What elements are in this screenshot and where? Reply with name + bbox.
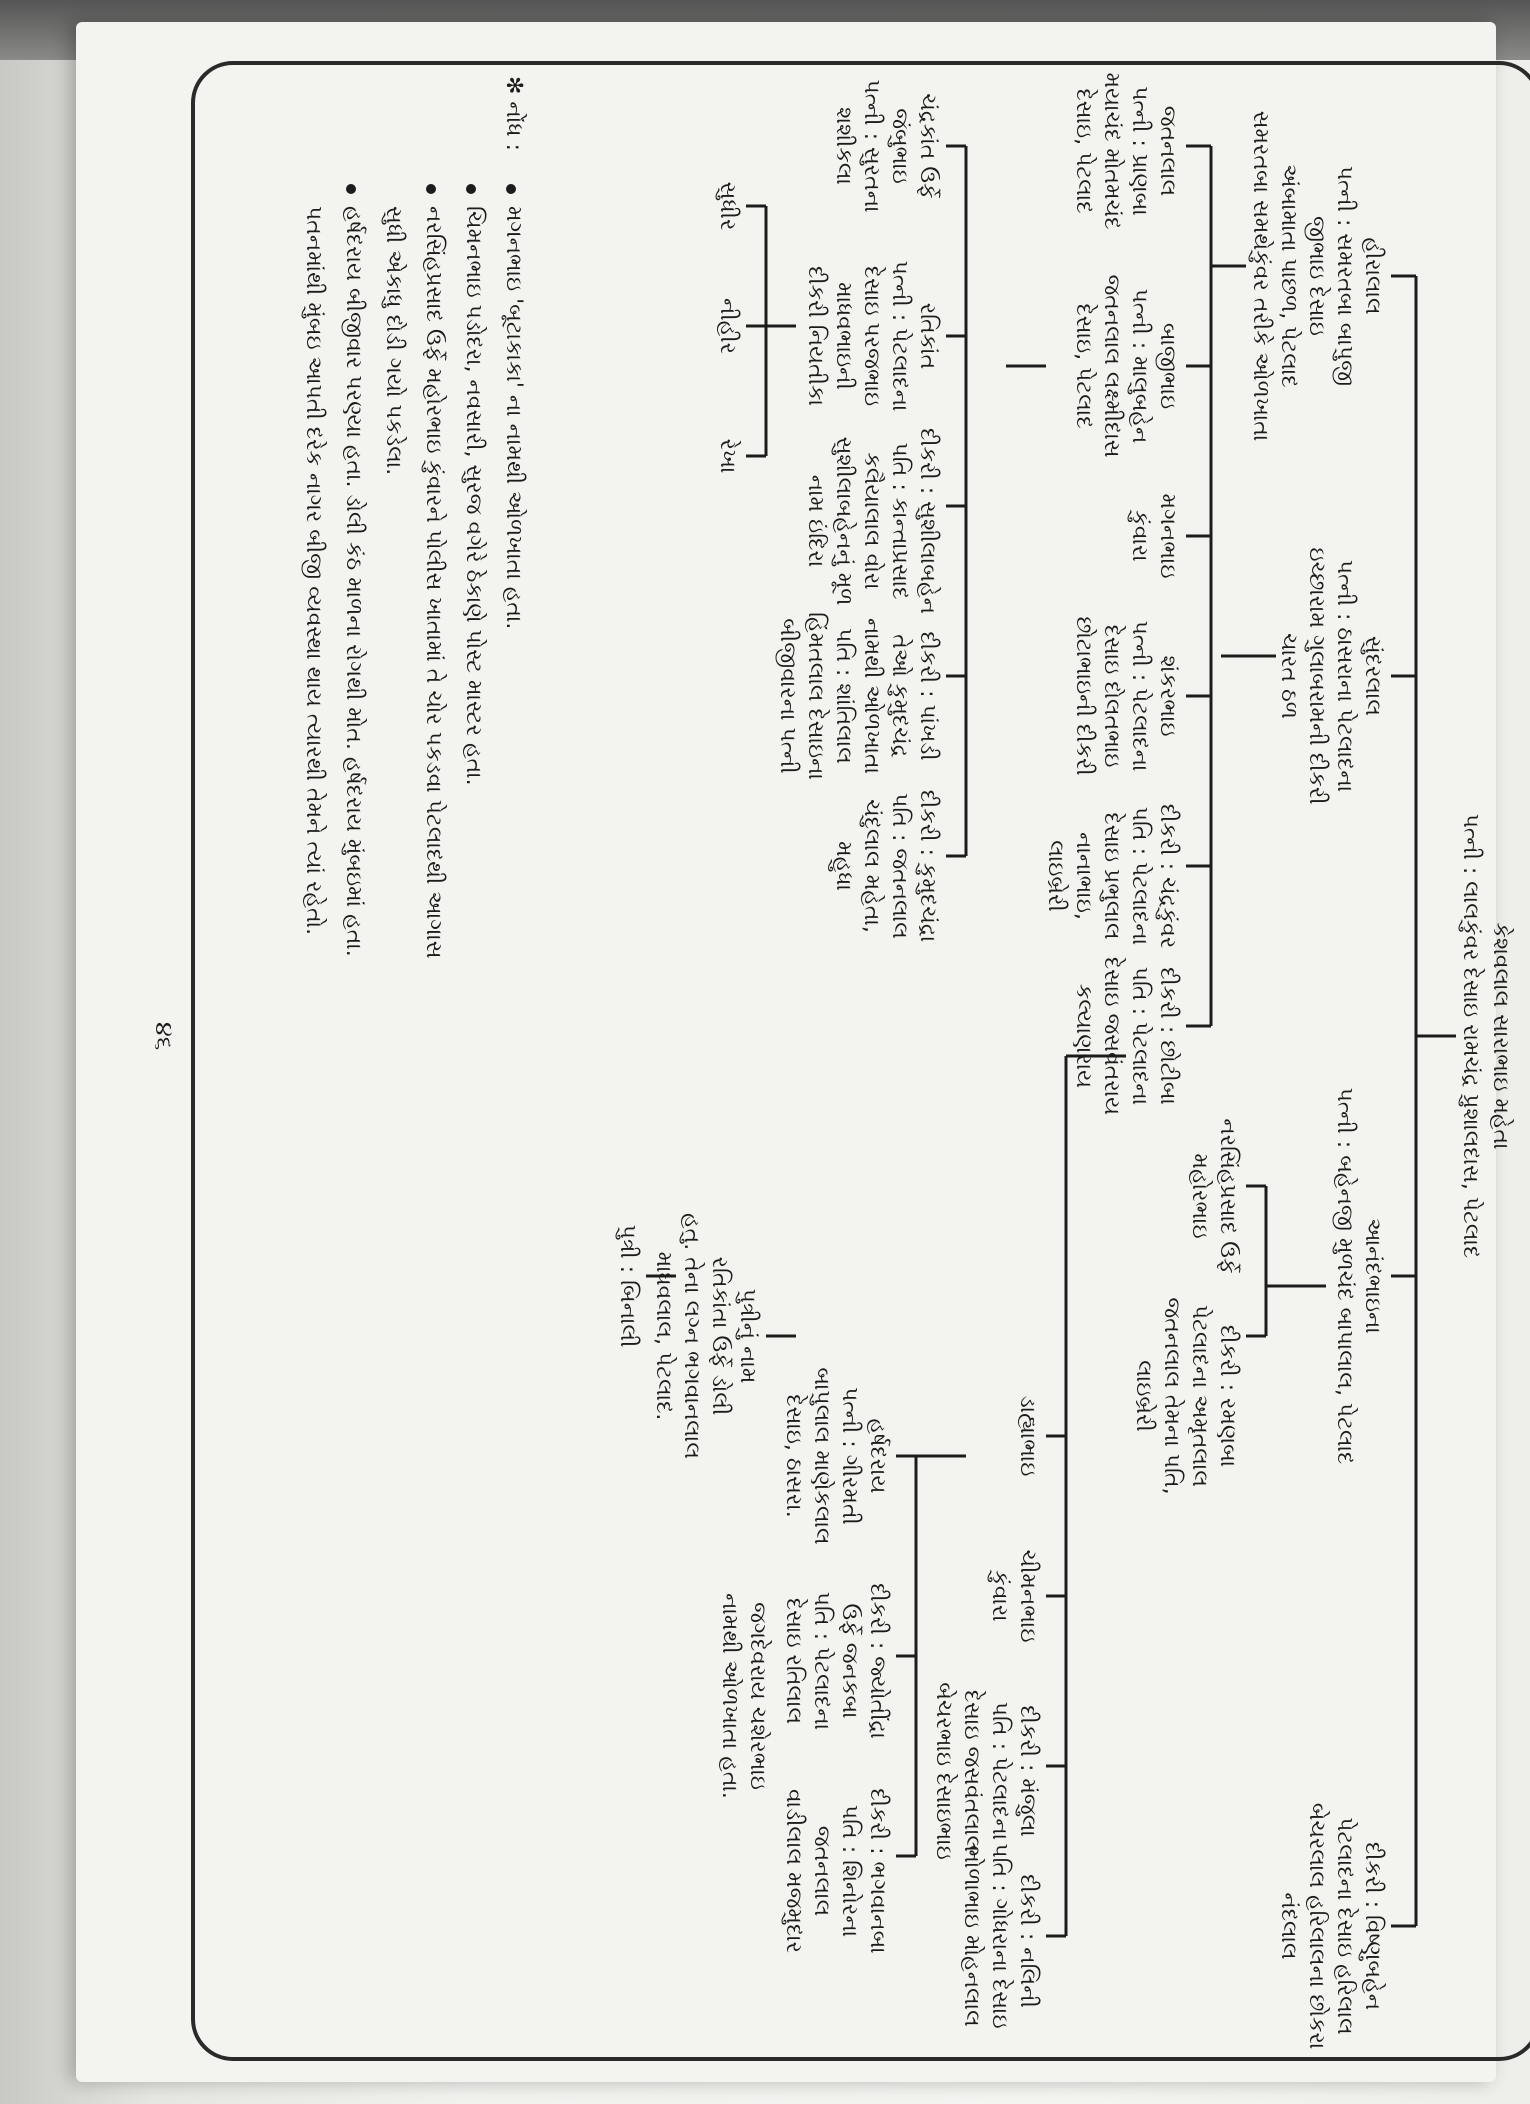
page-number: ૪૬ — [150, 1021, 178, 1051]
child-rekha: રેખા — [715, 438, 740, 474]
putrinu-line3: હતુ. તેના લગ્ન ભગવાનલાલ — [679, 1213, 704, 1459]
child-nihir: નીહીર — [715, 298, 740, 354]
ratikant-line4: દીકરી નિયતીકા — [803, 266, 828, 406]
chandrakunvar-line2: દેસાઇ પ્રભુલાલ — [1099, 812, 1124, 940]
ratikant-wife: પત્ની : પેટલાદના — [887, 260, 912, 412]
pankhi-line4: હિંમતલાલ દેસાઇના — [803, 612, 828, 780]
jagdevray-line1: જગદેવરાય ચશેરભાઇ — [745, 1602, 770, 1790]
kumudchandra-husband: પતિ : જતનલાલ — [887, 793, 912, 939]
kumudchandra-name: દીકરી : કુમુદચંદ્રા — [915, 789, 940, 943]
bhagwanba-husband: પતિ : શિનોરના — [837, 1804, 862, 1938]
chandrakant-wife: પત્ની : સુરતના — [859, 79, 884, 213]
chimanbhai-name: ચીમનભાઇ — [1015, 1549, 1040, 1643]
nalini-husband: પતિ : ગોધરાના દેસાઇ — [987, 1843, 1012, 2029]
manjula-line3: બેચરભાઇ દેસાઇભાઇ — [931, 1682, 956, 1860]
putri-binali: પુત્રી : બિનાલી — [615, 1224, 640, 1348]
sundarlal-line2: ઇચ્છારામ ગુલાબરામની દીકરી — [1304, 547, 1329, 805]
bhagwanba-line3: વાડીલાલ મજમુદાર — [781, 1788, 806, 1954]
chhotiba-line3: કલ્યાણરાય — [1071, 983, 1096, 1089]
harshadray-wife: પત્ની : ગીરમતી — [837, 1387, 862, 1525]
harshadray-line2: બાપુલાલ માણેકલાલ — [809, 1367, 834, 1545]
bullet-icon — [506, 184, 516, 194]
pankhi-line5: બીજીવારના પત્ની — [775, 618, 800, 774]
harshadray-name: હર્ષદરાય — [865, 1418, 890, 1494]
narsinhprasad-alias: મહોરભાઇ — [1187, 1153, 1212, 1239]
rotated-content — [146, 36, 1530, 2091]
sundarlal-name: સુંદરલાલ — [1360, 635, 1385, 717]
kumudchandra-line3: મહુધા — [831, 841, 856, 891]
kumudchandra-line2: ચંદુલાલ મહેતા, — [859, 799, 884, 933]
sushilaben-line3: સુશીલાબહેનનું મૂળ — [831, 436, 856, 606]
jagdevray-line2: નામથી ઓળખાતા હતા. — [717, 1593, 742, 1799]
pankhi-husband: પતિ : શાંતિલાલ — [831, 628, 856, 764]
note-3: નરસિંહપ્રસાદ ઉર્ફે મહોરભાઇ કુંવારને પોલીસ ખાતામાં તે ચોર પકડવા પેટલાદથી આગાસ — [421, 206, 446, 959]
putrinu-line4: માધવલાલ, પેટલાદ. — [651, 1251, 676, 1421]
nalini-name: દીકરી : નલિની — [1015, 1874, 1040, 2008]
note-3-cont: સુધી એકાધુ દોડી ગયો પકડેલા. — [381, 206, 406, 476]
chhotiba-name: દીકરી : છોટીબા — [1155, 967, 1180, 1105]
manjula-husband: પતિ : પેટલાદના — [987, 1701, 1012, 1841]
vishnuben-line3: નંદલાલ — [1276, 1892, 1301, 1960]
bhagwanba-name: દીકરી : ભગવાનબા — [865, 1788, 890, 1954]
hiralal-line3: અંબામાતા પાછળ, પેટલાદ — [1276, 164, 1301, 388]
vishnuben-line2: બેચરલાલ હરિલાલના છોકરા — [1304, 1802, 1329, 2050]
chhotiba-line2: દેસાઇ જસવંતરાય — [1099, 956, 1124, 1116]
hiralal-line4: સમરતબા સમથેકુંવર તરીકે ઓળખાતા — [1248, 110, 1273, 442]
jatanlal-line3: દેસાઇ, પેટલાદ — [1071, 88, 1096, 214]
dahyabhai-name: ડાહ્યાભાઇ — [1015, 1395, 1040, 1477]
bhagwanba-line2: જતનલાલ — [809, 1825, 834, 1917]
sundarlal-line3: ચારત ઠળ — [1276, 633, 1301, 719]
chandrakant-line3: શશીકલા — [831, 107, 856, 185]
hiralal-line2: જીભાઇ દેસાઇ — [1304, 216, 1329, 336]
ramanba-name: દીકરી : રમણબા — [1215, 1324, 1240, 1468]
jyotindra-line3: દેસાઇ રતિલાલ — [781, 1597, 806, 1725]
bachubhai-wife: પત્ની : માલુબહેન — [1127, 288, 1152, 444]
sushilaben-line4: નામ ઇંદિરા — [803, 474, 828, 568]
shankarbhai-line3: છોટાભાઇની દીકરી — [1071, 616, 1096, 776]
hiralal-name: હીરાલાલ — [1360, 237, 1385, 315]
sushilaben-name: દીકરી : સુશીલાબહેન — [915, 428, 940, 614]
ratikant-name: રતિકાંત — [915, 302, 940, 370]
maganbhai-name: મગનભાઇ — [1155, 493, 1180, 579]
note-1: મગનભાઇ 'બૂટાકાકા' ના નામથી ઓળખાતા હતા. — [501, 206, 526, 630]
bachubhai-line3: દેસાઇ, પેટલાદ — [1071, 303, 1096, 429]
notes-label: ✻ નોંધ : — [501, 76, 526, 151]
note-4: હર્ષદરાય બીજીવાર પરણ્યા હતા. ડોલી કંઠ માળના રોગથી મોત. હર્ષદરાય મુંબઇમાં હતા. — [341, 206, 366, 957]
jatanlal-wife: પત્ની : પ્રાણબા — [1127, 86, 1152, 216]
putrinu-line2: રતિકાંતા ઉર્ફે ડોલી — [707, 1256, 732, 1416]
ramanba-line1: પેટલાદના અમૃતલાલ — [1187, 1304, 1212, 1488]
hiralal-wife: પત્ની : સમરતબા બાપુજી — [1332, 165, 1357, 387]
shankarbhai-name: શંકરભાઇ — [1155, 655, 1180, 737]
nalini-line2: ભોળાભાઇ મોહનલાલ — [959, 1845, 984, 2027]
bachubhai-line2: જતનલાલ લક્ષ્મીદાસ — [1099, 274, 1124, 458]
sundarlal-wife: પત્ની : ઠાસરાના પેટલાદના — [1332, 559, 1357, 793]
root-name: કેશવલાલ સારાભાઇ મહેતા — [1488, 922, 1513, 1150]
vishnuben-name: દીકરી : વિષ્ણુબહેન — [1360, 1841, 1385, 2011]
chandrakunvar-line4: લાઇબ્રેરી — [1043, 840, 1068, 912]
vishnuben-line1: પેટલાદના દેસાઇ હરિલાલ — [1332, 1817, 1357, 2035]
shankarbhai-wife: પત્ની : પેટલાદના — [1127, 620, 1152, 772]
bachubhai-name: બાજીભાઇ — [1155, 322, 1180, 410]
ramanba-line2: જતનલાલ તેમના પતિ, — [1159, 1297, 1184, 1495]
pankhi-name: દીકરી : પાંખડી — [915, 631, 940, 761]
note-4-cont: પતનમાંથી મુંબઇ આપતી દરેક નાગર બીજી વ્યવસ્થા થાય ત્યારથી તેમને ત્યાં રહેતો. — [301, 206, 326, 936]
manjula-line2: દેસાઇ જસવંતલાલ — [959, 1689, 984, 1853]
ratikant-line2: દેસાઇ પરજભાઇ — [859, 265, 884, 407]
chandrakant-name: ચંદ્રકાંત ઉર્ફે — [915, 93, 940, 199]
ramanba-line3: લાઇબ્રેરી — [1131, 1360, 1156, 1432]
jyotindra-name: દીકરી : જ્યોતીંદ્રા — [865, 1583, 890, 1739]
chandrakunvar-husband: પતિ : પેટલાદના — [1127, 806, 1152, 946]
bullet-icon — [466, 184, 476, 194]
bullet-icon — [426, 184, 436, 194]
root-wife: પત્ની : લાલકુંવર દેસાઇ રામચંદ્ર પ્રુશાલદાસ, પેટલાદ — [1458, 813, 1483, 1259]
pankhi-line2: નામથી ઓળખાતા — [859, 617, 884, 775]
jatanlal-name: જતનલાલ — [1155, 105, 1180, 197]
anandbhai-wife: પત્ની : બહેનજી મુળચંદ બાપાલાલ, પેટલાદ — [1332, 1087, 1357, 1465]
chhotiba-husband: પતિ : પેટલાદના — [1127, 966, 1152, 1106]
manjula-name: દીકરી : મંજુલા — [1015, 1705, 1040, 1837]
maganbhai-status: કુંવારા — [1127, 510, 1152, 562]
note-2: ચિમનભાઇ પડોદરા, નવસારી, સુરજ વગેરે ઠેકાણે પોસ્ટ માસ્ટર હતા. — [461, 206, 486, 786]
chandrakunvar-name: દીકરી : ચંદ્રકુંવર — [1155, 803, 1180, 949]
ratikant-line3: માધવભાઇની — [831, 282, 856, 390]
chimanbhai-status: કુંવારા — [987, 1570, 1012, 1622]
sushilaben-husband: પતિ : કાન્તાપ્રસાદ — [887, 442, 912, 600]
bullet-icon — [346, 184, 356, 194]
chandrakunvar-line3: નાનાભાઇ, — [1071, 832, 1096, 920]
sushilaben-line2: કલૈયાલાલ વોરા — [859, 452, 884, 590]
jyotindra-husband: પતિ : પેટલાદના — [809, 1591, 834, 1731]
anandbhai-name: આનંદભાઇના — [1360, 1218, 1385, 1334]
narsinhprasad-name: નરસિંહપ્રસાદ ઉર્ફે — [1215, 1118, 1240, 1274]
putrinu-line1: પુત્રીનું નામ — [735, 1288, 760, 1384]
pankhi-line1: તેઓ કુમુદચંદ્ર — [887, 634, 912, 758]
child-sudhir: સુધીર — [715, 181, 740, 231]
jatanlal-line2: મયાચંદ મોતમચંદ — [1099, 72, 1124, 230]
harshadray-line3: દેસાઇ, ઠાસરા. — [781, 1394, 806, 1518]
chandrakant-alias: જંબુભાઇ — [887, 108, 912, 184]
jyotindra-alias: ઉર્ફે જનકબા — [837, 1603, 862, 1719]
shankarbhai-line2: દેસાઇ દોલતભાઇ — [1099, 624, 1124, 768]
book-page — [76, 22, 1513, 2082]
